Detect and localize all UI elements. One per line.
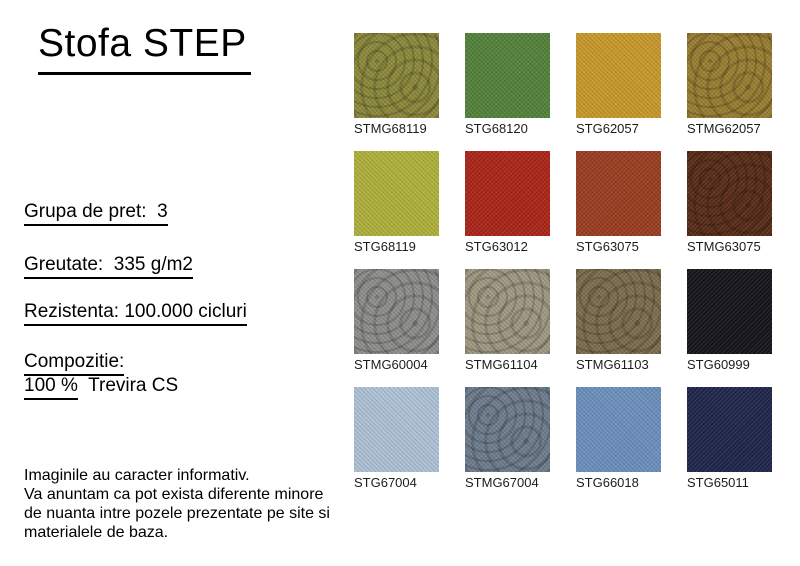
swatch-cell: [687, 269, 772, 372]
spec-composition-percent: 100 %: [24, 375, 78, 400]
fabric-swatch-tile: [354, 151, 439, 236]
fabric-swatch-tile: [354, 269, 439, 354]
disclaimer-line: de nuanta intre pozele prezentate pe site si: [24, 505, 330, 522]
fabric-swatch-tile: [354, 33, 439, 118]
swatch-cell: [576, 269, 661, 372]
spec-weight-text: Greutate: 335 g/m2: [24, 254, 193, 279]
fabric-swatch-tile: [576, 387, 661, 472]
disclaimer: [24, 466, 330, 542]
fabric-swatch-tile: [687, 151, 772, 236]
swatch-cell: [687, 387, 772, 490]
swatch-code-label: STG62057: [576, 121, 639, 136]
spec-price-group-text: Grupa de pret: 3: [24, 201, 168, 226]
swatch-code-label: STMG68119: [354, 121, 427, 136]
fabric-swatch-tile: [687, 269, 772, 354]
swatch-cell: [354, 33, 439, 136]
swatch-code-label: STMG62057: [687, 121, 761, 136]
fabric-swatch-tile: [576, 151, 661, 236]
fabric-swatch-tile: [465, 33, 550, 118]
fabric-swatch-tile: [354, 387, 439, 472]
swatch-cell: [354, 151, 439, 254]
disclaimer-line: materialele de baza.: [24, 524, 169, 541]
swatch-code-label: STMG60004: [354, 357, 428, 372]
disclaimer-line: Imaginile au caracter informativ.: [24, 467, 250, 484]
swatch-grid: [354, 33, 772, 490]
swatch-cell: [687, 33, 772, 136]
swatch-code-label: STG63075: [576, 239, 639, 254]
swatch-code-label: STMG67004: [465, 475, 539, 490]
swatch-cell: [354, 269, 439, 372]
swatch-code-label: STG68119: [354, 239, 416, 254]
swatch-cell: [465, 151, 550, 254]
swatch-cell: [576, 151, 661, 254]
swatch-code-label: STG60999: [687, 357, 750, 372]
swatch-cell: [576, 33, 661, 136]
fabric-swatch-tile: [465, 151, 550, 236]
swatch-cell: [687, 151, 772, 254]
fabric-swatch-tile: [576, 269, 661, 354]
spec-composition-material: Trevira CS: [77, 375, 179, 396]
swatch-code-label: STG67004: [354, 475, 417, 490]
fabric-swatch-tile: [465, 269, 550, 354]
fabric-swatch-tile: [576, 33, 661, 118]
swatch-cell: [354, 387, 439, 490]
spec-price-group: [24, 201, 168, 224]
fabric-swatch-tile: [465, 387, 550, 472]
spec-composition-value: [24, 375, 178, 398]
spec-weight: [24, 254, 193, 277]
fabric-swatch-tile: [687, 33, 772, 118]
swatch-cell: [576, 387, 661, 490]
swatch-code-label: STMG61104: [465, 357, 538, 372]
swatch-code-label: STG68120: [465, 121, 528, 136]
spec-resistance: [24, 301, 247, 324]
spec-resistance-text: Rezistenta: 100.000 cicluri: [24, 301, 247, 326]
swatch-code-label: STG65011: [687, 475, 749, 490]
swatch-code-label: STG63012: [465, 239, 528, 254]
swatch-code-label: STG66018: [576, 475, 639, 490]
spec-composition-label-text: Compozitie:: [24, 351, 124, 376]
swatch-cell: [465, 33, 550, 136]
disclaimer-line: Va anuntam ca pot exista diferente minore: [24, 486, 324, 503]
swatch-cell: [465, 269, 550, 372]
swatch-cell: [465, 387, 550, 490]
swatch-code-label: STMG63075: [687, 239, 761, 254]
fabric-swatch-tile: [687, 387, 772, 472]
swatch-code-label: STMG61103: [576, 357, 649, 372]
page-title: Stofa STEP: [38, 22, 251, 75]
spec-composition-label: [24, 351, 124, 374]
